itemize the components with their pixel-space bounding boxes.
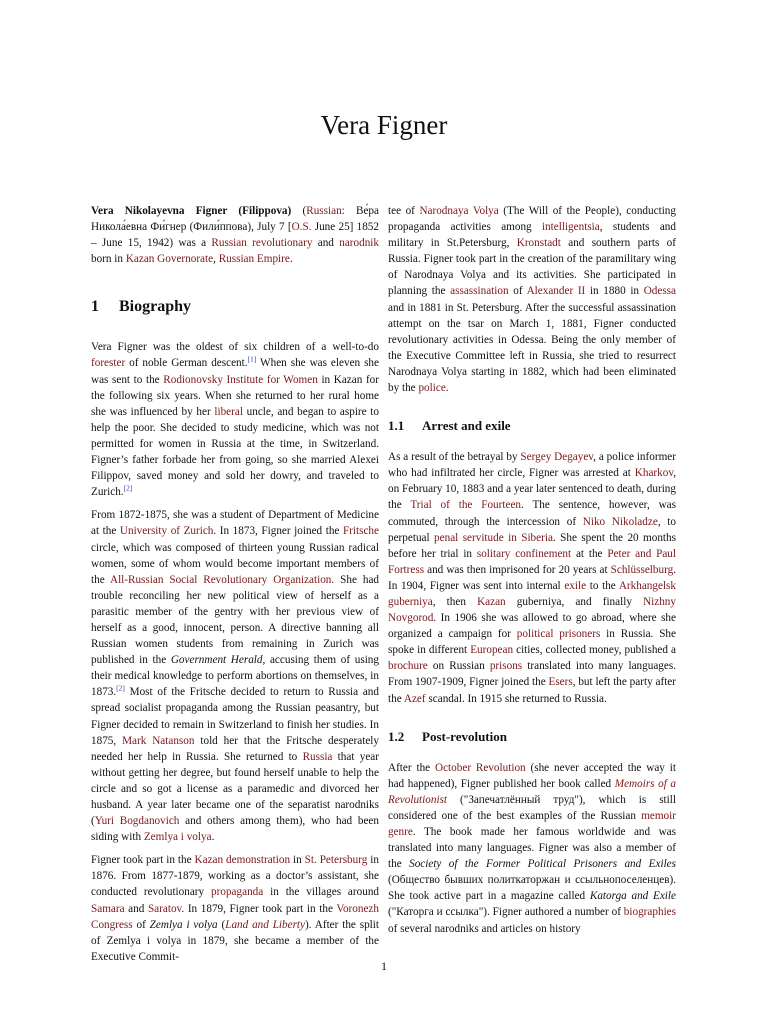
footnote-ref[interactable]: [2] (116, 683, 125, 693)
link-kazan-governorate[interactable]: Kazan Governorate (125, 253, 214, 266)
text: and in 1881 in St. Petersburg. After the successful assassination attempt on the tsar on March 1, 1881, Figner conducted revolutionary activities in Odessa. Being the only member of the Executive Committee left in Russia, she tried to resurrect Narodnaya Volya starting in 1882, which had been eliminated by the (388, 301, 676, 395)
arrest-paragraph (388, 449, 676, 707)
text: , accusing them of using their medical knowledge to perform abortions on themselves, in 1873. (91, 654, 379, 699)
text: that year without getting her degree, but found herself unable to help the circle and so got a license as a paramedic and divorced her husband. A year later became one of the separatist narodniks ( (91, 750, 379, 828)
link-propaganda[interactable]: propaganda (211, 886, 264, 899)
link-land-and-liberty[interactable]: Land and Liberty (225, 918, 306, 931)
link-european[interactable]: European (470, 644, 514, 657)
section-number: 1.1 (388, 418, 405, 434)
text: born in (91, 253, 126, 266)
link-all-russian-organization[interactable]: All-Russian Social Revolutionary Organization (109, 573, 332, 586)
text: After the (388, 761, 436, 774)
link-arkhangelsk[interactable]: Arkhangelsk guberniya (388, 579, 676, 608)
text: , (213, 253, 219, 266)
link-st-petersburg[interactable]: St. Petersburg (304, 854, 368, 867)
text: cities, collected money, published a (513, 644, 676, 657)
text: translated into many languages. From 1907-1909, Figner joined the (388, 660, 676, 689)
section-heading-biography (91, 297, 379, 317)
section-title: Arrest and exile (422, 418, 511, 434)
biography-paragraph-2 (91, 507, 379, 845)
text: . The sentence, however, was commuted, through the intercession of (388, 499, 677, 528)
zemlya-italic: Zemlya i volya (149, 918, 218, 931)
link-alexander-ii[interactable]: Alexander II (526, 285, 586, 298)
link-narodnaya-volya[interactable]: Narodnaya Volya (419, 205, 499, 217)
text: , then (432, 595, 478, 608)
text: ("Каторга и ссылка"). Figner authored a number of (388, 906, 624, 919)
text: ( (217, 918, 226, 931)
text: Vera Figner was the oldest of six children of a well-to-do (91, 341, 379, 354)
text: in the villages around (263, 886, 380, 899)
link-narodnik[interactable]: narodnik (339, 237, 379, 250)
text: , students and military in St.Petersburg, (388, 221, 676, 250)
link-police[interactable]: police (418, 382, 446, 395)
text: of (132, 918, 150, 931)
text: ("Запечатлённый труд"), which is still considered one of the best examples of the Russian (388, 793, 676, 822)
text: . The book made her famous worldwide and was translated into many languages. Figner was also a member of the (388, 826, 676, 871)
link-saratov[interactable]: Saratov (147, 902, 182, 915)
text: , a police informer who had infiltrated her circle, Figner was arrested at (388, 451, 676, 480)
link-liberal[interactable]: liberal (214, 405, 243, 418)
link-kronstadt[interactable]: Kronstadt (516, 237, 561, 250)
text: . (445, 382, 449, 395)
text: in (290, 854, 305, 867)
text: (The Will of the People), conducting propaganda activities among (388, 205, 676, 234)
biography-paragraph-3 (91, 852, 379, 965)
link-sergey-degayev[interactable]: Sergey Degayev (520, 451, 594, 464)
link-solitary-confinement[interactable]: solitary confinement (476, 547, 572, 560)
page-number: 1 (381, 959, 387, 973)
link-kharkov[interactable]: Kharkov (634, 467, 674, 480)
text: and (124, 902, 148, 915)
link-prisons[interactable]: prisons (489, 660, 523, 673)
link-nizhny-novgorod[interactable]: Nizhny Novgorod (388, 595, 676, 625)
text: , to perpetual (388, 515, 677, 544)
text: of several narodniks and articles on history (388, 922, 581, 935)
government-herald: Government Herald (170, 654, 263, 667)
link-russia[interactable]: Russia (302, 750, 333, 763)
text: circle, which was composed of thirteen young Russian radical women, some of whom would become important members of the (91, 541, 379, 586)
text: . (289, 253, 293, 266)
link-exile[interactable]: exile (564, 579, 587, 592)
text: . (211, 831, 215, 844)
section-title: Post-revolution (422, 728, 507, 744)
link-trial-of-fourteen[interactable]: Trial of the Fourteen (410, 499, 522, 512)
link-mark-natanson[interactable]: Mark Natanson (122, 734, 195, 747)
section-heading-post-revolution (388, 728, 676, 746)
link-zemlya-i-volya[interactable]: Zemlya i volya (143, 831, 212, 844)
link-penal-servitude[interactable]: penal servitude in Siberia (434, 531, 553, 544)
narodnaya-volya-paragraph (388, 203, 676, 396)
text: guberniya, and finally (505, 595, 644, 608)
text: on Russian (427, 660, 490, 673)
text: . She spent the 20 months before her trial in (388, 531, 676, 560)
biography-paragraph-1 (91, 339, 379, 500)
text: to the (586, 579, 619, 592)
text: told her that the Fritsche desperately needed her help in Russia. She returned to (91, 734, 379, 763)
link-azef[interactable]: Azef (403, 692, 426, 705)
link-biographies[interactable]: biographies (623, 906, 676, 919)
section-number: 1.2 (388, 728, 405, 744)
katorga-name: Katorga and Exile (589, 890, 676, 903)
text: Figner took part in the (91, 854, 195, 867)
section-heading-arrest (388, 417, 676, 435)
text: and was then imprisoned for 20 years at (424, 563, 611, 576)
link-russian[interactable]: Russian (306, 205, 342, 217)
text: . In 1906 she was allowed to go abroad, where she organized a campaign for (388, 612, 676, 641)
birth-dates: June 25] 1852 – June 15, 1942) was a (91, 221, 379, 250)
text: As a result of the betrayal by (388, 451, 521, 464)
text: ). After the split of Zemlya i volya in 1879, she became a member of the Executive Commit- (91, 918, 379, 963)
text: When she was eleven she was sent to the (91, 357, 379, 386)
text: in 1880 in (585, 285, 644, 298)
text: in 1876. From 1877-1879, working as a doctor’s assistant, she conducted revolutionary (91, 854, 379, 899)
text: of (508, 285, 527, 298)
link-peter-paul-fortress[interactable]: Peter and Paul Fortress (388, 547, 677, 576)
text: uncle, and began to aspire to help the poor. She decided to study medicine, which was not permitted for women in Russia at the time, in Switzerland. Figner’s father forbade her from going, so she married Alexei Filippov, saved money and sold her dowry, and traveled to Zurich. (91, 405, 379, 499)
section-title: Biography (119, 298, 192, 316)
link-assassination[interactable]: assassination (450, 285, 509, 298)
text: of noble German descent. (125, 357, 248, 370)
text: and others among them), who had been siding with (91, 815, 379, 844)
link-october-revolution[interactable]: October Revolution (435, 761, 526, 774)
text: and (312, 237, 340, 250)
link-intelligentsia[interactable]: intelligentsia (541, 221, 600, 234)
text: . In 1873, Figner joined the (213, 525, 343, 538)
link-kazan-demonstration[interactable]: Kazan demonstration (194, 854, 291, 867)
right-column (388, 203, 676, 944)
text: scandal. In 1915 she returned to Russia. (425, 692, 607, 705)
link-kazan[interactable]: Kazan (477, 595, 506, 608)
link-political-prisoners[interactable]: political prisoners (516, 628, 601, 641)
link-brochure[interactable]: brochure (388, 660, 428, 673)
intro-paragraph (91, 203, 379, 267)
text: , but left the party after the (388, 676, 676, 705)
subject-name: Vera Nikolayevna Figner (Filippova) (91, 205, 292, 217)
link-schlusselburg[interactable]: Schlüsselburg (610, 563, 674, 576)
footnote-ref[interactable]: [1] (247, 354, 257, 364)
link-odessa[interactable]: Odessa (643, 285, 676, 298)
section-number: 1 (91, 298, 99, 316)
footnote-ref[interactable]: [2] (123, 483, 133, 493)
link-yuri-bogdanovich[interactable]: Yuri Bogdanovich (94, 815, 180, 828)
text: tee of (388, 205, 420, 217)
text: in Kazan for the following six years. When she returned to her rural home she was influenced by her (91, 373, 379, 418)
text: (she never accepted the way it had happened), Figner published her book called (388, 761, 676, 790)
text: ( (302, 205, 307, 217)
link-samara[interactable]: Samara (91, 902, 125, 915)
link-russian-empire[interactable]: Russian Empire (218, 253, 290, 266)
text: , on February 10, 1883 and a year later sentenced to death, during the (388, 467, 676, 512)
society-name: Society of the Former Political Prisoners and Exiles (409, 858, 676, 871)
link-memoir-genre[interactable]: memoir genre (388, 809, 676, 838)
link-russian-revolutionary[interactable]: Russian revolutionary (211, 237, 313, 250)
link-memoirs-of-a-revolutionist[interactable]: Memoirs of a Revolutionist (388, 777, 676, 806)
native-name: : Ве́ра Никола́евна Фи́гнер (Фили́ппова), July 7 [ (91, 205, 379, 234)
text: and southern parts of Russia. Figner took part in the creation of the paramilitary wing of Narodnaya Volya and its activities. She participated in planning the (388, 237, 676, 298)
text: (Общество бывших политкаторжан и ссыльнопоселенцев). She took active part in a magazine called (388, 874, 676, 903)
post-revolution-paragraph (388, 760, 676, 937)
link-os[interactable]: O.S. (291, 221, 312, 234)
link-fritsche[interactable]: Fritsche (342, 525, 379, 538)
left-column (91, 203, 379, 972)
text: . She had trouble reconciling her new political view of herself as a parasitic member of the gentry with her previous view of herself as a good, innocent, person. A directive banning all Russian women students from remaining in Zurich was published in the (91, 573, 379, 667)
text: in Russia. She spoke in different (388, 628, 676, 657)
text: . In 1904, Figner was sent into internal (388, 563, 676, 592)
text: . In 1879, Figner took part in the (181, 902, 337, 915)
page-title: Vera Figner (320, 110, 448, 140)
link-forester[interactable]: forester (91, 357, 126, 370)
text: Most of the Fritsche decided to return to Russia and spread socialist propaganda among the Russian peasantry, but Figner decided to remain in Switzerland to finish her studies. In 1875, (91, 686, 379, 747)
link-voronezh-congress[interactable]: Voronezh Congress (91, 902, 379, 931)
link-university-of-zurich[interactable]: University of Zurich (119, 525, 214, 538)
link-rodionovsky[interactable]: Rodionovsky Institute for Women (163, 373, 318, 386)
link-esers[interactable]: Esers (548, 676, 573, 689)
link-niko-nikoladze[interactable]: Niko Nikoladze (582, 515, 658, 528)
text: at the (571, 547, 608, 560)
text: From 1872-1875, she was a student of Department of Medicine at the (91, 509, 379, 538)
